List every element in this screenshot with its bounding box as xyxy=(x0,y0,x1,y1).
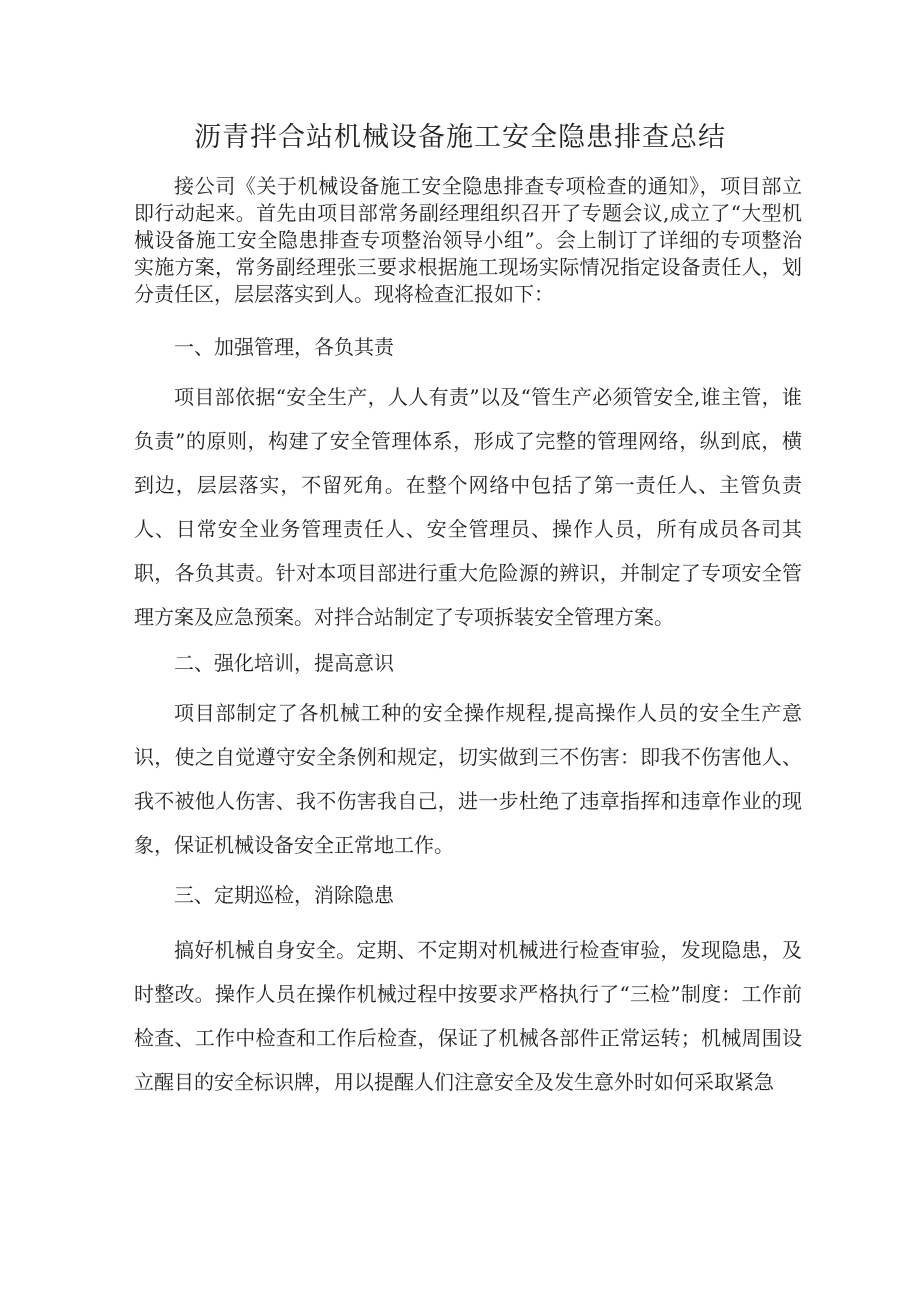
intro-paragraph: 接公司《关于机械设备施工安全隐患排查专项检查的通知》，项目部立即行动起来。首先由项目部常务副经理组织召开了专题会议,成立了“大型机械设备施工安全隐患排查专项整治领导小组”。会上制订了详细的专项整治实施方案，常务副经理张三要求根据施工现场实际情况指定设备责任人，划分责任区，层层落实到人。现将检查汇报如下： xyxy=(134,174,802,306)
section-3-paragraph: 搞好机械自身安全。定期、不定期对机械进行检查审验，发现隐患，及时整改。操作人员在操作机械过程中按要求严格执行了“三检”制度：工作前检查、工作中检查和工作后检查，保证了机械各部件正常运转；机械周围设立醒目的安全标识牌，用以提醒人们注意安全及发生意外时如何采取紧急 xyxy=(134,938,802,1094)
document-body xyxy=(134,173,802,1104)
section-1-heading: 一、加强管理，各负其责 xyxy=(174,335,394,359)
document-title: 沥青拌合站机械设备施工安全隐患排查总结 xyxy=(194,122,726,153)
section-3-heading: 三、定期巡检，消除隐患 xyxy=(174,883,394,907)
section-2-heading: 二、强化培训，提高意识 xyxy=(174,651,394,675)
section-2-paragraph: 项目部制定了各机械工种的安全操作规程,提高操作人员的安全生产意识，使之自觉遵守安全条例和规定，切实做到三不伤害：即我不伤害他人、我不被他人伤害、我不伤害我自己，进一步杜绝了违章指挥和违章作业的现象，保证机械设备安全正常地工作。 xyxy=(134,701,802,857)
section-1-paragraph: 项目部依据“安全生产，人人有责”以及“管生产必须管安全,谁主管，谁负责”的原则，构建了安全管理体系，形成了完整的管理网络，纵到底，横到边，层层落实，不留死角。在整个网络中包括了第一责任人、主管负责人、日常安全业务管理责任人、安全管理员、操作人员，所有成员各司其职，各负其责。针对本项目部进行重大危险源的辨识，并制定了专项安全管理方案及应急预案。对拌合站制定了专项拆装安全管理方案。 xyxy=(134,385,802,629)
